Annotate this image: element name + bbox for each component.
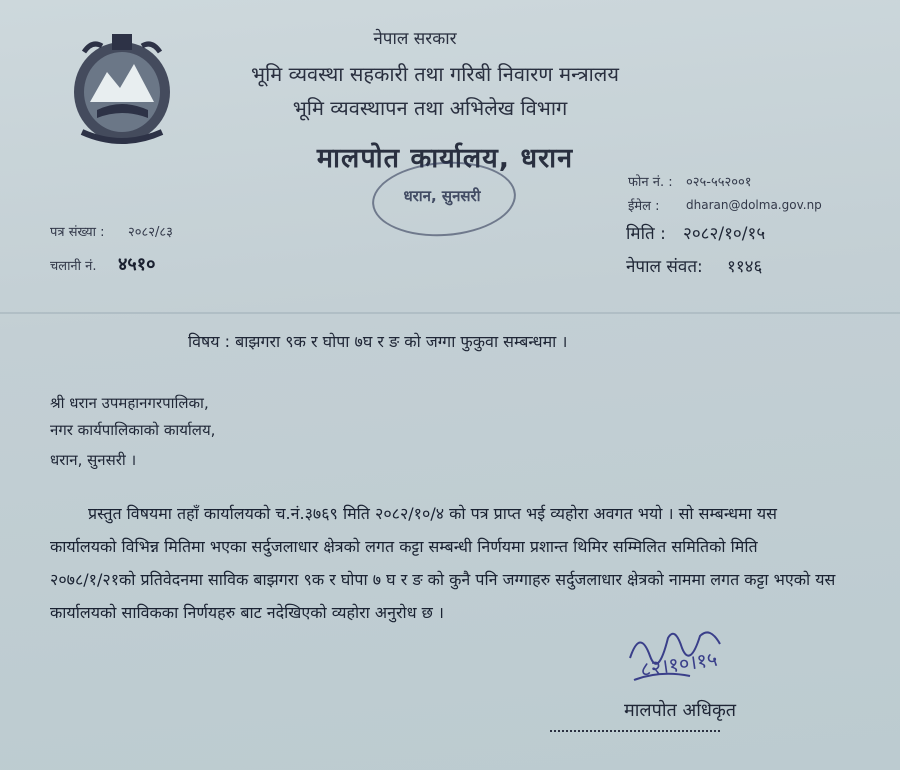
email-label: ईमेल : [628,199,660,214]
samvat-label: नेपाल संवत: [626,257,703,277]
handwritten-date: ८२।१०।१५ [638,646,719,682]
phone-value: ०२५-५५२००१ [686,175,752,190]
signature-dotted-line [550,730,720,732]
date-value: २०८२/१०/१५ [683,224,766,244]
chalani-value: ४५१० [118,254,156,275]
chalani-label: चलानी नं. [50,259,97,274]
phone-label: फोन नं. : [628,175,673,190]
recipient-line-3: धरान, सुनसरी । [50,451,137,469]
recipient-line-1: श्री धरान उपमहानगरपालिका, [50,394,209,412]
patra-value: २०८२/८३ [128,225,173,240]
patra-label: पत्र संख्या : [50,225,105,240]
recipient-line-2: नगर कार्यपालिकाको कार्यालय, [50,421,216,439]
samvat-value: ११४६ [727,257,763,277]
letter-subject: विषय : बाझगरा ९क र घोपा ७घ र ङ को जग्गा फुकुवा सम्बन्धमा । [188,332,568,351]
letter-body: प्रस्तुत विषयमा तहाँ कार्यालयको च.नं.३७६९ मिति २०८२/१०/४ को पत्र प्राप्त भई व्यहोरा अवगत भयो । सो सम्बन्धमा यस कार्यालयको विभिन्न मितिमा भएका सर्दुजलाधार क्षेत्रको लगत कट्टा सम्बन्धी निर्णयमा प्रशान्त थिमिर सम्मिलित समितिको मिति २०७८/१/२१को प्रतिवेदनमा साविक बाझगरा ९क र घोपा ७ घ र ङ को कुनै पनि जग्गाहरु सर्दुजलाधार क्षेत्रको नाममा लगत कट्टा भएको यस कार्यालयको साविकका निर्णयहरु बाट नदेखिएको व्यहोरा अनुरोध छ । [50,504,836,622]
paper-fold-line [0,312,900,314]
government-heading: नेपाल सरकार [373,29,457,49]
ministry-heading: भूमि व्यवस्था सहकारी तथा गरिबी निवारण मन्त्रालय [251,62,619,86]
stamp-text: धरान, सुनसरी [403,187,481,205]
email-value: dharan@dolma.gov.np [686,198,822,212]
department-heading: भूमि व्यवस्थापन तथा अभिलेख विभाग [292,96,568,120]
officer-title: मालपोत अधिकृत [624,700,737,721]
nepal-emblem-icon [62,22,182,147]
office-heading: मालपोत कार्यालय, धरान [316,143,574,174]
date-label: मिति : [626,224,666,244]
